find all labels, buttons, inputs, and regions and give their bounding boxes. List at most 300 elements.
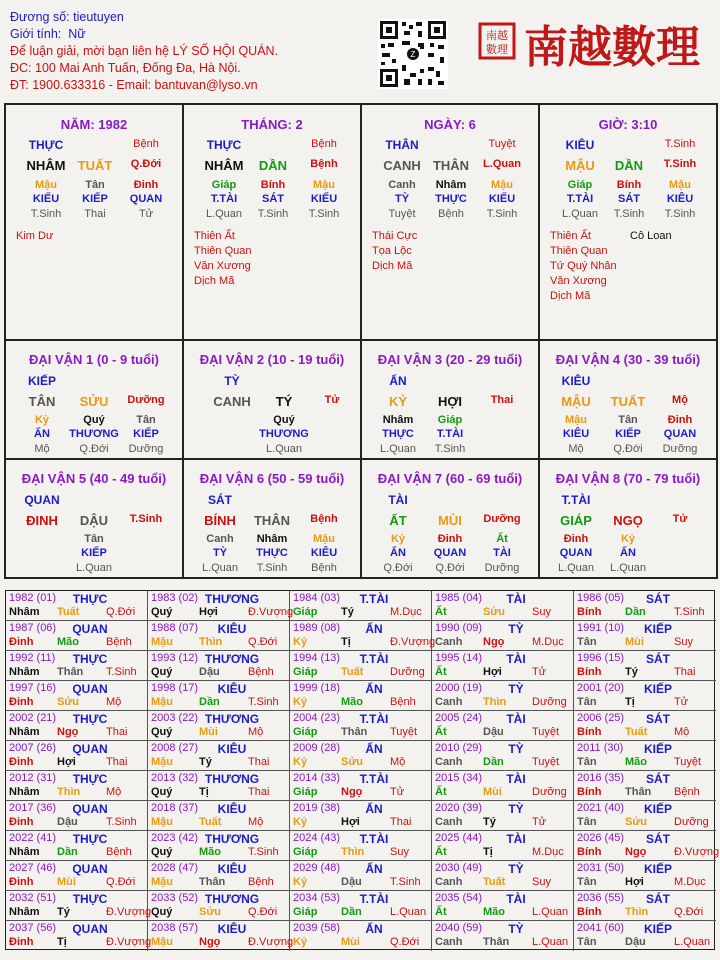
year-chi: Sửu — [483, 606, 506, 618]
year-chi: Ngọ — [483, 636, 505, 648]
year-stage: Đ.Vượng — [106, 906, 152, 918]
year-stage: Tử — [532, 816, 547, 828]
dv-hidden-stem: Đinh — [667, 414, 693, 426]
year-can: Đinh — [9, 816, 34, 828]
year-chi: Mùi — [199, 726, 218, 738]
year-can: Mậu — [151, 756, 173, 768]
dai-van-chi: MÙI — [438, 513, 462, 528]
dv-hidden-stage: Bệnh — [311, 562, 337, 574]
year-chi: Hợi — [57, 756, 76, 768]
hidden-stem: Giáp — [567, 179, 593, 191]
year-chi: Thìn — [57, 786, 81, 798]
year-label: 2040 (59) — [435, 922, 483, 934]
year-label: 1994 (13) — [293, 652, 341, 664]
year-god: THỰC — [72, 652, 108, 666]
year-can: Quý — [151, 726, 173, 738]
year-cell — [290, 591, 432, 621]
year-chi: Tý — [199, 756, 212, 768]
star-name: Dịch Mã — [194, 275, 235, 287]
dai-van-can: ĐINH — [26, 513, 58, 528]
hidden-stem: Bính — [616, 179, 642, 191]
year-stage: Dưỡng — [674, 816, 709, 828]
year-god: QUAN — [72, 742, 108, 756]
year-god: THƯƠNG — [204, 772, 260, 786]
hidden-stage: L.Quan — [561, 208, 599, 220]
pillar-title: THÁNG: 2 — [241, 117, 303, 132]
year-cell — [290, 711, 432, 741]
year-god: THỰC — [72, 712, 108, 726]
dv-hidden-stage: T.Sinh — [434, 443, 466, 455]
dv-hidden-stage: L.Quan — [265, 443, 303, 455]
year-god: SÁT — [646, 832, 670, 846]
dia-chi: DẦN — [614, 158, 644, 173]
year-chi: Dần — [57, 846, 78, 858]
year-cell — [6, 801, 148, 831]
year-chi: Tý — [483, 816, 496, 828]
dv-hidden-god: KIÊU — [310, 547, 338, 559]
year-cell — [290, 861, 432, 891]
year-cell — [432, 861, 574, 891]
year-stage: Mộ — [390, 756, 406, 768]
year-can: Nhâm — [9, 906, 40, 918]
dai-van-1 — [4, 341, 182, 460]
year-label: 2024 (43) — [293, 832, 341, 844]
year-cell — [148, 801, 290, 831]
dv-hidden-god: TỲ — [212, 547, 228, 559]
thien-can: MẬU — [565, 158, 595, 173]
dv-hidden-stem: Giáp — [437, 414, 463, 426]
year-can: Giáp — [293, 846, 318, 858]
svg-text:南越數理: 南越數理 — [524, 22, 700, 73]
year-chi: Hợi — [199, 606, 218, 618]
dv-hidden-god: QUAN — [433, 547, 467, 559]
pillar-2 — [182, 103, 360, 341]
year-stage: T.Sinh — [106, 816, 137, 828]
year-stage: Thai — [674, 666, 696, 678]
year-can: Mậu — [151, 876, 173, 888]
year-can: Ất — [435, 846, 447, 858]
dv-hidden-god: TÀI — [493, 547, 511, 559]
year-chi: Tý — [341, 606, 354, 618]
ma-so-value: tieutuyen — [73, 10, 124, 24]
dv-hidden-god: KIÊU — [562, 428, 590, 440]
year-god: THỰC — [72, 892, 108, 906]
hidden-stage: T.Sinh — [257, 208, 289, 220]
contact-line-1: Để luận giải, mời bạn liên hệ LÝ SỐ HỘI QUÁN. — [10, 44, 279, 58]
year-label: 2003 (22) — [151, 712, 199, 724]
year-stage: L.Quan — [532, 906, 569, 918]
year-chi: Dậu — [483, 726, 504, 738]
year-stage: Bệnh — [106, 846, 132, 858]
year-cell — [574, 621, 716, 651]
star-name: Thiên Ất — [194, 230, 235, 242]
hidden-god: KIẾU — [488, 193, 516, 205]
year-god: TÀI — [506, 712, 526, 726]
year-label: 2002 (21) — [9, 712, 57, 724]
year-stage: Mộ — [248, 726, 264, 738]
year-stage: Suy — [532, 606, 551, 618]
dai-van-status: Thai — [490, 394, 514, 406]
dai-van-god: QUAN — [24, 493, 60, 507]
year-chi: Dậu — [199, 666, 220, 678]
star-name: Kim Dư — [16, 230, 54, 242]
year-god: TỲ — [508, 682, 524, 696]
thien-can: CANH — [383, 158, 421, 173]
year-label: 1989 (08) — [293, 622, 341, 634]
annual-luck-table — [5, 590, 720, 950]
year-god: KIẾP — [643, 742, 672, 756]
year-chi: Mùi — [341, 936, 360, 948]
year-label: 2001 (20) — [577, 682, 625, 694]
hidden-god: T.TÀI — [210, 193, 238, 205]
dai-van-title: ĐẠI VẬN 7 (60 - 69 tuổi) — [377, 471, 523, 486]
hidden-god: SÁT — [262, 193, 284, 205]
year-can: Canh — [435, 876, 463, 888]
year-cell — [432, 681, 574, 711]
year-stage: L.Quan — [390, 906, 427, 918]
dv-hidden-god: ẤN — [390, 547, 406, 559]
thap-than: KIÊU — [565, 138, 595, 152]
pillar-status: Bệnh — [311, 138, 337, 150]
year-god: KIÊU — [217, 682, 247, 696]
year-label: 1991 (10) — [577, 622, 625, 634]
hidden-stage: T.Sinh — [30, 208, 62, 220]
year-god: THỰC — [72, 772, 108, 786]
hidden-stage: T.Sinh — [308, 208, 340, 220]
year-stage: Q.Đới — [106, 606, 136, 618]
year-label: 1982 (01) — [9, 592, 57, 604]
dv-hidden-god: THỰC — [382, 428, 414, 440]
year-stage: M.Dục — [532, 846, 564, 858]
year-chi: Mão — [625, 756, 647, 768]
year-label: 2012 (31) — [9, 772, 57, 784]
dv-hidden-stage: L.Quan — [557, 562, 595, 574]
hidden-stage: Thai — [84, 208, 106, 220]
year-chi: Hợi — [625, 876, 644, 888]
dv-hidden-stem: Kỷ — [390, 533, 406, 545]
dai-van-god: TỲ — [224, 374, 240, 388]
year-stage: Bệnh — [674, 786, 700, 798]
hidden-stem: Mậu — [669, 179, 691, 191]
dai-van-title: ĐẠI VẬN 5 (40 - 49 tuổi) — [21, 471, 167, 486]
year-label: 2008 (27) — [151, 742, 199, 754]
pillar-title: GIỜ: 3:10 — [598, 117, 658, 132]
year-cell — [6, 921, 152, 951]
year-label: 2025 (44) — [435, 832, 483, 844]
year-label: 1999 (18) — [293, 682, 341, 694]
year-chi: Tị — [483, 846, 493, 858]
year-can: Bính — [577, 786, 602, 798]
chi-status: Q.Đới — [130, 158, 162, 170]
year-god: QUAN — [72, 862, 108, 876]
year-cell — [148, 921, 294, 951]
year-label: 2010 (29) — [435, 742, 483, 754]
year-stage: T.Sinh — [390, 876, 421, 888]
year-can: Tân — [577, 756, 597, 768]
dv-hidden-stem: Tân — [84, 533, 104, 545]
gioi-tinh-label: Giới tính: — [10, 27, 62, 41]
pillar-1 — [4, 103, 182, 341]
year-cell — [290, 741, 432, 771]
year-label: 2032 (51) — [9, 892, 57, 904]
dv-hidden-stem: Kỷ — [620, 533, 636, 545]
dai-van-title: ĐẠI VẬN 6 (50 - 59 tuổi) — [199, 471, 345, 486]
year-stage: Đ.Vượng — [248, 936, 294, 948]
year-cell — [6, 891, 152, 921]
year-stage: Tử — [674, 696, 689, 708]
chi-status: L.Quan — [483, 158, 521, 170]
year-cell — [6, 861, 148, 891]
year-cell — [290, 771, 432, 801]
year-god: QUAN — [72, 622, 108, 636]
year-can: Nhâm — [9, 786, 40, 798]
year-stage: Thai — [248, 756, 270, 768]
year-cell — [6, 771, 148, 801]
gioi-tinh-value: Nữ — [68, 27, 86, 41]
year-cell — [6, 651, 148, 681]
year-label: 2039 (58) — [293, 922, 341, 934]
star-name: Tọa Lộc — [372, 245, 412, 257]
year-stage: Thai — [106, 756, 128, 768]
year-can: Đinh — [9, 936, 34, 948]
year-chi: Dần — [199, 696, 220, 708]
dv-hidden-stem: Đinh — [563, 533, 589, 545]
dai-van-title: ĐẠI VẬN 1 (0 - 9 tuổi) — [28, 352, 159, 367]
year-label: 1984 (03) — [293, 592, 341, 604]
dai-van-status: T.Sinh — [129, 513, 163, 525]
hidden-stage: T.Sinh — [664, 208, 696, 220]
year-god: SÁT — [646, 592, 670, 606]
brand-logo — [478, 10, 710, 80]
pillar-3 — [360, 103, 538, 341]
year-chi: Tý — [625, 666, 638, 678]
dv-hidden-stage: Q.Đới — [613, 443, 643, 455]
year-cell — [432, 651, 574, 681]
dai-van-title: ĐẠI VẬN 3 (20 - 29 tuổi) — [377, 352, 523, 367]
year-god: TÀI — [506, 772, 526, 786]
year-cell — [574, 681, 716, 711]
year-cell — [432, 771, 574, 801]
year-chi: Thìn — [199, 636, 223, 648]
year-label: 2026 (45) — [577, 832, 625, 844]
year-cell — [148, 651, 290, 681]
year-stage: Bệnh — [106, 636, 132, 648]
qr-code-icon[interactable] — [378, 19, 448, 89]
year-cell — [574, 591, 716, 621]
year-can: Quý — [151, 906, 173, 918]
chi-status: T.Sinh — [663, 158, 697, 170]
year-god: THƯƠNG — [204, 652, 260, 666]
year-label: 2037 (56) — [9, 922, 57, 934]
year-god: KIÊU — [217, 922, 247, 936]
year-can: Ất — [435, 726, 447, 738]
dai-van-god: T.TÀI — [561, 493, 591, 507]
year-chi: Mão — [57, 636, 79, 648]
dv-hidden-stem: Nhâm — [256, 533, 288, 545]
year-stage: T.Sinh — [106, 666, 137, 678]
year-stage: Mộ — [106, 786, 122, 798]
hidden-god: SÁT — [618, 193, 640, 205]
year-label: 2016 (35) — [577, 772, 625, 784]
year-god: T.TÀI — [359, 592, 389, 606]
year-god: SÁT — [646, 652, 670, 666]
year-can: Kỷ — [293, 696, 308, 708]
year-label: 2041 (60) — [577, 922, 625, 934]
hidden-stem: Giáp — [211, 179, 237, 191]
year-stage: Dưỡng — [532, 786, 567, 798]
year-chi: Tuất — [483, 876, 506, 888]
year-stage: Bệnh — [248, 666, 274, 678]
dv-hidden-stem: Nhâm — [382, 414, 414, 426]
year-chi: Thân — [199, 876, 226, 888]
year-god: KIẾP — [643, 922, 672, 936]
year-label: 1997 (16) — [9, 682, 57, 694]
dv-hidden-stage: Mộ — [568, 443, 584, 455]
year-stage: Đ.Vượng — [390, 636, 436, 648]
hidden-god: T.TÀI — [566, 193, 594, 205]
year-label: 2007 (26) — [9, 742, 57, 754]
dai-van-title: ĐẠI VẬN 2 (10 - 19 tuổi) — [199, 352, 345, 367]
dai-van-status: Mộ — [672, 394, 688, 406]
year-chi: Ngọ — [57, 726, 79, 738]
dv-hidden-stage: Mộ — [34, 443, 50, 455]
svg-text:南越: 南越 — [486, 29, 508, 42]
pillar-title: NGÀY: 6 — [424, 117, 476, 132]
year-can: Kỷ — [293, 876, 308, 888]
year-god: KIẾP — [643, 622, 672, 636]
year-cell — [6, 831, 148, 861]
year-can: Kỷ — [293, 816, 308, 828]
dv-hidden-stage: L.Quan — [201, 562, 239, 574]
year-cell — [290, 891, 432, 921]
ma-so-label: Đương số: — [10, 10, 70, 24]
hidden-stem: Tân — [85, 179, 105, 191]
year-god: KIÊU — [217, 802, 247, 816]
year-chi: Dần — [625, 606, 646, 618]
year-label: 2028 (47) — [151, 862, 199, 874]
dv-hidden-god: QUAN — [663, 428, 697, 440]
dv-hidden-stage: Q.Đới — [435, 562, 465, 574]
year-label: 2020 (39) — [435, 802, 483, 814]
year-god: THỰC — [72, 832, 108, 846]
year-stage: Suy — [674, 636, 693, 648]
year-chi: Tị — [625, 696, 635, 708]
year-stage: Đ.Vượng — [674, 846, 720, 858]
star-name: Thiên Quan — [194, 245, 252, 257]
year-chi: Mão — [341, 696, 363, 708]
header-info — [10, 9, 278, 94]
year-cell — [148, 591, 294, 621]
year-can: Đinh — [9, 636, 34, 648]
dv-hidden-stage: Q.Đới — [383, 562, 413, 574]
year-god: T.TÀI — [359, 892, 389, 906]
year-label: 1998 (17) — [151, 682, 199, 694]
hidden-stem: Canh — [388, 179, 416, 191]
year-cell — [574, 921, 716, 951]
year-label: 2034 (53) — [293, 892, 341, 904]
year-cell — [574, 861, 716, 891]
star-name: Cô Loan — [630, 230, 672, 242]
year-stage: T.Sinh — [674, 606, 705, 618]
thap-than: THÂN — [385, 138, 419, 152]
year-label: 1990 (09) — [435, 622, 483, 634]
year-god: THƯƠNG — [204, 712, 260, 726]
pillar-title: NĂM: 1982 — [60, 117, 128, 132]
year-can: Tân — [577, 876, 597, 888]
year-can: Giáp — [293, 906, 318, 918]
year-stage: T.Sinh — [248, 846, 279, 858]
dv-hidden-god: KIẾP — [81, 547, 107, 559]
year-can: Canh — [435, 636, 463, 648]
year-stage: Mộ — [106, 696, 122, 708]
dv-hidden-stage: L.Quan — [75, 562, 113, 574]
thien-can: NHÂM — [26, 158, 66, 173]
year-god: TÀI — [506, 592, 526, 606]
year-can: Đinh — [9, 696, 34, 708]
year-label: 2038 (57) — [151, 922, 199, 934]
year-stage: Mộ — [674, 726, 690, 738]
year-god: THỰC — [72, 592, 108, 606]
year-god: TỲ — [508, 802, 524, 816]
year-can: Tân — [577, 816, 597, 828]
dv-hidden-god: THƯƠNG — [259, 428, 309, 440]
year-label: 2035 (54) — [435, 892, 483, 904]
year-can: Ất — [435, 666, 447, 678]
year-can: Tân — [577, 636, 597, 648]
year-stage: Q.Đới — [106, 876, 136, 888]
year-god: T.TÀI — [359, 772, 389, 786]
year-label: 2033 (52) — [151, 892, 199, 904]
dv-hidden-stem: Đinh — [437, 533, 463, 545]
dia-chi: DẦN — [258, 158, 288, 173]
dv-hidden-stage: L.Quan — [609, 562, 647, 574]
dai-van-god: KIÊU — [561, 374, 591, 388]
star-name: Tứ Quý Nhân — [550, 260, 617, 272]
dai-van-chi: THÂN — [253, 513, 291, 528]
year-god: T.TÀI — [359, 832, 389, 846]
year-chi: Thân — [483, 936, 510, 948]
dai-van-can: CANH — [213, 394, 251, 409]
year-chi: Hợi — [341, 816, 360, 828]
dai-van-chi: NGỌ — [613, 513, 643, 528]
year-chi: Thìn — [483, 696, 507, 708]
year-can: Tân — [577, 936, 597, 948]
contact-line-3: ĐT: 1900.633316 - Email: bantuvan@lyso.vn — [10, 78, 258, 92]
dv-hidden-stage: Dưỡng — [662, 443, 698, 455]
star-name: Dịch Mã — [550, 290, 591, 302]
year-chi: Dậu — [57, 816, 78, 828]
year-label: 1986 (05) — [577, 592, 625, 604]
year-chi: Thìn — [341, 846, 365, 858]
year-cell — [432, 711, 574, 741]
year-cell — [432, 591, 574, 621]
year-god: QUAN — [72, 922, 108, 936]
year-god: KIÊU — [217, 622, 247, 636]
year-can: Bính — [577, 846, 602, 858]
dai-van-god: ẤN — [389, 374, 407, 388]
year-label: 2018 (37) — [151, 802, 199, 814]
year-can: Giáp — [293, 606, 318, 618]
star-name: Văn Xương — [194, 260, 251, 272]
year-god: TÀI — [506, 652, 526, 666]
year-stage: Thai — [390, 816, 412, 828]
year-can: Bính — [577, 726, 602, 738]
year-cell — [148, 621, 290, 651]
dai-van-can: MẬU — [561, 394, 591, 409]
year-stage: Dưỡng — [532, 696, 567, 708]
year-stage: Bệnh — [248, 876, 274, 888]
year-stage: Đ.Vượng — [248, 606, 294, 618]
